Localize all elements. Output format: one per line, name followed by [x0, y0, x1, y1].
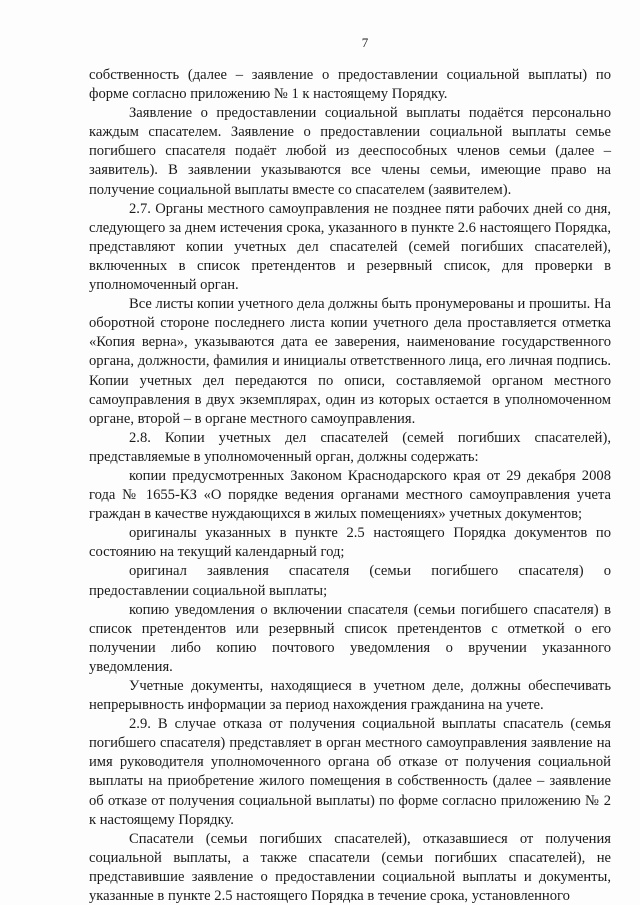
paragraph: Все листы копии учетного дела должны быть пронумерованы и прошиты. На оборотной стороне последнего листа копии учетного дела проставляется отметка «Копия верна», указываются дата ее заверения, наименование государственного органа, должности, фамилия и инициалы ответственного лица, его личная подпись. Копии учетных дел передаются по описи, составляемой органом местного самоуправления в двух экземплярах, один из которых остается в уполномоченном органе, второй – в органе местного самоуправления. [89, 296, 611, 427]
paragraph: Спасатели (семьи погибших спасателей), отказавшиеся от получения социальной выплаты, а также спасатели (семьи погибших спасателей), не представившие заявление о предоставлении социальной выплаты и документы, указанные в пункте 2.5 настоящего Порядка в течение срока, установленного [89, 830, 611, 905]
paragraph: 2.9. В случае отказа от получения социальной выплаты спасатель (семья погибшего спасателя) представляет в орган местного самоуправления заявление на имя руководителя уполномоченного органа об отказе от получения социальной выплаты на приобретение жилого помещения в собственность (далее – заявление об отказе от получения социальной выплаты) по форме согласно приложению № 2 к настоящему Порядку. [89, 716, 611, 828]
paragraph: оригиналы указанных в пункте 2.5 настоящего Порядка документов по состоянию на текущий календарный год; [89, 525, 611, 561]
paragraph: собственность (далее – заявление о предоставлении социальной выплаты) по форме согласно приложению № 1 к настоящему Порядку. [89, 67, 611, 103]
page-number: 7 [361, 35, 369, 50]
paragraph: копии предусмотренных Законом Краснодарского края от 29 декабря 2008 года № 1655-КЗ «О порядке ведения органами местного самоуправления учета граждан в качестве нуждающихся в жилых помещениях» учетных документов; [89, 467, 611, 523]
paragraph: оригинал заявления спасателя (семьи погибшего спасателя) о предоставлении социальной выплаты; [89, 563, 611, 599]
paragraph: Заявление о предоставлении социальной выплаты подаётся персонально каждым спасателем. Заявление о предоставлении социальной выплаты семье погибшего спасателя подаёт любой из дееспособных членов семьи (далее – заявитель). В заявлении указываются все члены семьи, имеющие право на получение социальной выплаты вместе со спасателем (заявителем). [89, 105, 611, 198]
paragraph: 2.7. Органы местного самоуправления не позднее пяти рабочих дней со дня, следующего за днем истечения срока, указанного в пункте 2.6 настоящего Порядка, представляют копии учетных дел спасателей (семей погибших спасателей), включенных в список претендентов и резервный список, для проверки в уполномоченный орган. [89, 200, 611, 294]
document-body [89, 66, 611, 906]
paragraph: копию уведомления о включении спасателя (семьи погибшего спасателя) в список претендентов или резервный список претендентов с отметкой о его получении либо копию почтового уведомления о вручении указанного уведомления. [89, 601, 611, 675]
paragraph: Учетные документы, находящиеся в учетном деле, должны обеспечивать непрерывность информации за период нахождения гражданина на учете. [89, 678, 611, 714]
paragraph: 2.8. Копии учетных дел спасателей (семей погибших спасателей), представляемые в уполномоченный орган, должны содержать: [89, 429, 611, 465]
